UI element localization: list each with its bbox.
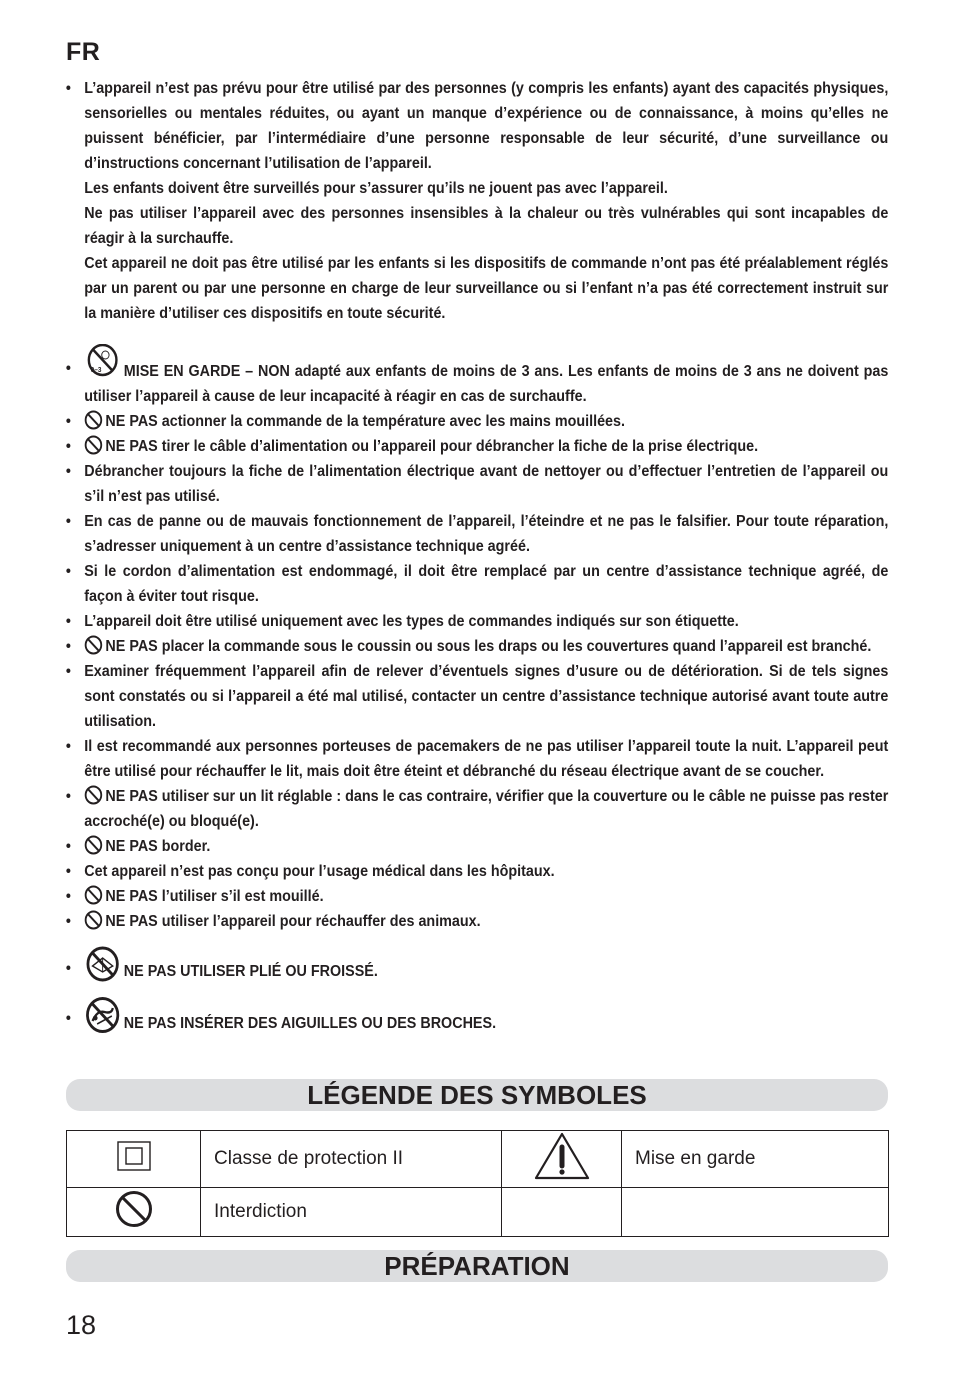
list-item (64, 459, 888, 509)
item-text: NE PAS l’utiliser s’il est mouillé. (105, 888, 324, 905)
bullet: • (65, 663, 71, 680)
table-cell: Mise en garde (622, 1131, 889, 1188)
bullet: • (65, 513, 71, 530)
table-cell (622, 1188, 889, 1237)
no-folding-icon (84, 946, 121, 982)
item-text: NE PAS placer la commande sous le coussin ou sous les draps ou les couvertures quand l’appareil est branché. (105, 638, 872, 655)
bullet: • (65, 960, 71, 977)
bullet: • (65, 613, 71, 630)
table-cell (502, 1131, 622, 1188)
paragraph: Ne pas utiliser l’appareil avec des personnes insensibles à la chaleur ou très vulnérables qui sont incapables de réagir à la surchauffe. (84, 205, 889, 247)
item-text: NE PAS utiliser sur un lit réglable : dans le cas contraire, vérifier que la couverture ou le câble ne puisse pas rester accroché(e) ou bloqué(e). (84, 788, 889, 830)
table-cell: Interdiction (201, 1188, 502, 1237)
list-item (64, 859, 888, 884)
bullet: • (65, 838, 71, 855)
bullet: • (65, 413, 71, 430)
prohibition-icon (84, 835, 102, 855)
item-text: NE PAS actionner la commande de la température avec les mains mouillées. (105, 413, 625, 430)
list-item (64, 434, 888, 459)
item-text: L’appareil doit être utilisé uniquement avec les types de commandes indiqués sur son étiquette. (84, 613, 739, 630)
item-text: MISE EN GARDE – NON adapté aux enfants de moins de 3 ans. Les enfants de moins de 3 ans ne doivent pas utiliser l’appareil à cause de leur incapacité à réagir en cas de surchauffe. (84, 363, 889, 405)
item-text: En cas de panne ou de mauvais fonctionnement de l’appareil, l’éteindre et ne pas le falsifier. Pour toute réparation, s’adresser uniquement à un centre d’assistance technique agréé. (84, 513, 889, 555)
bullet: • (65, 638, 71, 655)
no-children-0-3-icon (84, 344, 121, 378)
list-item (64, 834, 888, 859)
prohibition-icon (84, 785, 102, 805)
table-cell (502, 1188, 622, 1237)
item-text: Il est recommandé aux personnes porteuses de pacemakers de ne pas utiliser l’appareil toute la nuit. L’appareil peut être utilisé pour réchauffer le lit, mais doit être éteint et débranché du réseau électrique avant de se coucher. (84, 738, 889, 780)
list-item (64, 659, 888, 734)
item-text: NE PAS utiliser l’appareil pour réchauffer des animaux. (105, 913, 481, 930)
section-heading-preparation: PRÉPARATION (66, 1250, 888, 1282)
bullet: • (65, 80, 71, 97)
item-text: NE PAS tirer le câble d’alimentation ou l’appareil pour débrancher la fiche de la prise électrique. (105, 438, 759, 455)
prohibition-icon (115, 1190, 153, 1234)
list-item (64, 734, 888, 784)
prohibition-icon (84, 435, 102, 455)
bullet: • (65, 1010, 71, 1027)
list-item (64, 884, 888, 909)
list-item (64, 946, 888, 984)
svg-text:0–3: 0–3 (90, 366, 102, 375)
class-ii-icon (117, 1141, 151, 1177)
table-cell (67, 1131, 201, 1188)
list-item (64, 509, 888, 559)
item-text: NE PAS UTILISER PLIÉ OU FROISSÉ. (123, 963, 378, 980)
item-text: Si le cordon d’alimentation est endommagé, il doit être remplacé par un centre d’assistance technique agréé, de façon à éviter tout risque. (84, 563, 889, 605)
list-item (64, 409, 888, 434)
paragraph: Les enfants doivent être surveillés pour s’assurer qu’ils ne jouent pas avec l’appareil. (84, 180, 668, 197)
paragraph: Cet appareil ne doit pas être utilisé par les enfants si les dispositifs de commande n’ont pas été préalablement réglés par un parent ou par une personne en charge de leur surveillance ou si l’enfant n’a pas été correctement instruit sur la manière d’utiliser ces dispositifs en toute sécurité. (84, 255, 889, 322)
list-item (64, 559, 888, 609)
bullet: • (65, 888, 71, 905)
item-text: NE PAS border. (105, 838, 211, 855)
prohibition-icon (84, 410, 102, 430)
section-heading-symbols: LÉGENDE DES SYMBOLES (66, 1079, 888, 1111)
bullet: • (65, 563, 71, 580)
language-code: FR (66, 38, 101, 66)
paragraph: L’appareil n’est pas prévu pour être utilisé par des personnes (y compris les enfants) ayant des capacités physiques, sensorielles ou mentales réduites, ou ayant un manque d’expérience ou de connaissance, à moins qu’elles ne puissent bénéficier, par l’intermédiaire d’une personne responsable de leur sécurité, d’une surveillance ou d’instructions concernant l’utilisation de l’appareil. (84, 80, 889, 172)
bullet: • (65, 360, 71, 377)
bullet: • (65, 863, 71, 880)
list-item (64, 609, 888, 634)
no-pins-icon (84, 996, 121, 1034)
warning-triangle-icon (533, 1131, 591, 1187)
page-number: 18 (66, 1310, 97, 1340)
table-row (67, 1131, 889, 1188)
item-text: Examiner fréquemment l’appareil afin de relever d’éventuels signes d’usure ou de détérioration. Si de tels signes sont constatés ou si l’appareil a été mal utilisé, contacter un centre d’assistance technique autorisé avant toute autre utilisation. (84, 663, 889, 730)
list-item (64, 76, 888, 326)
table-cell: Classe de protection II (201, 1131, 502, 1188)
symbols-legend-table (66, 1130, 889, 1237)
list-item (64, 909, 888, 934)
prohibition-icon (84, 885, 102, 905)
safety-instructions-list (64, 76, 888, 1036)
bullet: • (65, 738, 71, 755)
list-item (64, 634, 888, 659)
bullet: • (65, 438, 71, 455)
list-item (64, 784, 888, 834)
table-cell (67, 1188, 201, 1237)
prohibition-icon (84, 635, 102, 655)
bullet: • (65, 788, 71, 805)
item-text: Débrancher toujours la fiche de l’alimentation électrique avant de nettoyer ou d’effectuer l’entretien de l’appareil ou s’il n’est pas utilisé. (84, 463, 889, 505)
list-item (64, 340, 888, 409)
item-text: Cet appareil n’est pas conçu pour l’usage médical dans les hôpitaux. (84, 863, 555, 880)
table-row (67, 1188, 889, 1237)
bullet: • (65, 913, 71, 930)
prohibition-icon (84, 910, 102, 930)
item-text: NE PAS INSÉRER DES AIGUILLES OU DES BROCHES. (123, 1015, 497, 1032)
bullet: • (65, 463, 71, 480)
list-item (64, 996, 888, 1036)
